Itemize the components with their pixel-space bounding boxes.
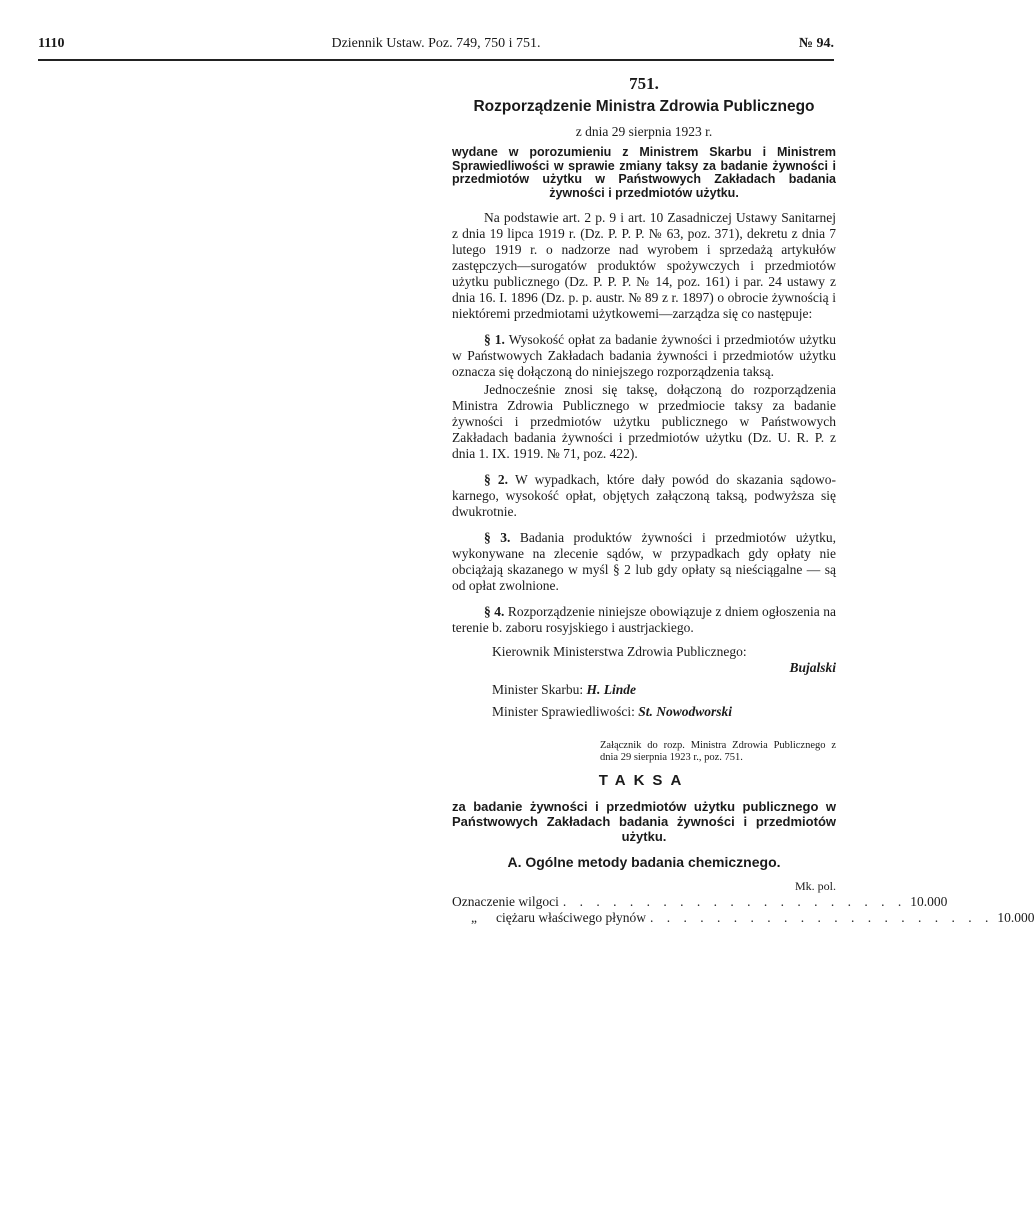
section-mark: § 1. — [484, 332, 505, 347]
document-date: z dnia 29 sierpnia 1923 r. — [575, 124, 713, 139]
treasury-role: Minister Skarbu: — [492, 682, 584, 697]
issued-in-agreement — [452, 146, 836, 200]
fee-value: 10.000 — [910, 894, 948, 909]
leader-dots: . . . . . . . . . . . . . . . . . . . . . — [649, 910, 994, 925]
section-2 — [452, 472, 836, 520]
treasury-signature — [452, 682, 836, 698]
fee-row — [452, 910, 1034, 926]
head-signatory-role: Kierownik Ministerstwa Zdrowia Publicznego: — [492, 644, 747, 659]
document-number: 751. — [629, 74, 659, 93]
page-number: 1110 — [38, 36, 65, 51]
fee-row — [452, 894, 948, 910]
section-text: Jednocześnie znosi się taksę, dołączoną do rozporządzenia Ministra Zdrowia Publicznego w przedmiocie taksy za badanie żywności i przedmiotów użytku publicznego w Państwowych Zakładach badania żywności i przedmiotów użytku (Dz. U. R. P. z dnia 1. IX. 1919. № 71, poz. 422). — [452, 382, 836, 461]
justice-name: St. Nowodworski — [638, 704, 733, 719]
section-a-heading: A. Ogólne metody badania chemicznego. — [507, 854, 781, 870]
section-text: Rozporządzenie niniejsze obowiązuje z dniem ogłoszenia na terenie b. zaboru rosyjskiego i austrjackiego. — [452, 604, 836, 635]
section-text: Badania produktów żywności i przedmiotów użytku, wykonywane na zlecenie sądów, w przypadkach gdy opłaty nie obciążają skazanego w myśl § 2 lub gdy opłaty są nieściągalne — są od opłat zwolnione. — [452, 530, 837, 593]
section-4 — [452, 604, 836, 636]
attachment-note: Załącznik do rozp. Ministra Zdrowia Publicznego z dnia 29 sierpnia 1923 r., poz. 751. — [600, 740, 836, 763]
journal-title: Dziennik Ustaw. Poz. 749, 750 i 751. — [331, 36, 541, 51]
taksa-subtitle: za badanie żywności i przedmiotów użytku publicznego w Państwowych Zakładach badania żywności i przedmiotów użytku. — [452, 799, 836, 844]
section-1-continued — [452, 382, 836, 462]
leader-dots: . . . . . . . . . . . . . . . . . . . . . — [562, 894, 907, 909]
header-rule — [38, 59, 834, 61]
ditto-mark: „ — [471, 910, 477, 925]
section-1 — [452, 332, 836, 380]
section-mark: § 4. — [484, 604, 505, 619]
fee-label: ciężaru właściwego płynów — [496, 910, 646, 925]
section-mark: § 2. — [484, 472, 509, 487]
taksa-heading: TAKSA — [598, 772, 690, 789]
justice-signature — [452, 704, 836, 720]
document-title: Rozporządzenie Ministra Zdrowia Publicznego — [473, 98, 815, 115]
section-text: Wysokość opłat za badanie żywności i przedmiotów użytku w Państwowych Zakładach badania żywności i przedmiotów użytku oznacza się dołączoną do niniejszego rozporządzenia taksą. — [452, 332, 836, 379]
head-signatory-name: Bujalski — [789, 660, 836, 675]
currency-unit: Mk. pol. — [794, 879, 836, 893]
fee-value: 10.000 — [997, 910, 1034, 925]
section-3 — [452, 530, 836, 594]
page-header — [38, 36, 834, 58]
fee-label: Oznaczenie wilgoci — [452, 894, 559, 909]
treasury-name: H. Linde — [586, 682, 636, 697]
issued-text: wydane w porozumieniu z Ministrem Skarbu i Ministrem Sprawiedliwości w sprawie zmiany taksy za badanie żywności i przedmiotów użytku w Państwowych Zakładach badania żywności i przedmiotów użytku. — [452, 145, 836, 200]
document-column — [452, 70, 1034, 926]
justice-role: Minister Sprawiedliwości: — [492, 704, 635, 719]
preamble: Na podstawie art. 2 p. 9 i art. 10 Zasadniczej Ustawy Sanitarnej z dnia 19 lipca 1919 r. (Dz. P. P. P. № 63, poz. 371), dekretu z dnia 7 lutego 1919 r. o nadzorze nad wyrobem i sprzedażą artykułów zastępczych—surogatów produktów spożywczych i przedmiotów użytku publicznego (Dz. P. P. P. № 14, poz. 161) i par. 24 ustawy z dnia 16. I. 1896 (Dz. p. p. austr. № 89 z r. 1897) o obrocie żywnością i niektóremi przedmiotami użytkowemi—zarządza się co następuje: — [452, 210, 836, 321]
issue-number: № 94. — [798, 36, 834, 51]
section-mark: § 3. — [484, 530, 511, 545]
section-text: W wypadkach, które dały powód do skazania sądowo-karnego, wysokość opłat, objętych załączoną taksą, podwyższa się dwukrotnie. — [452, 472, 837, 519]
